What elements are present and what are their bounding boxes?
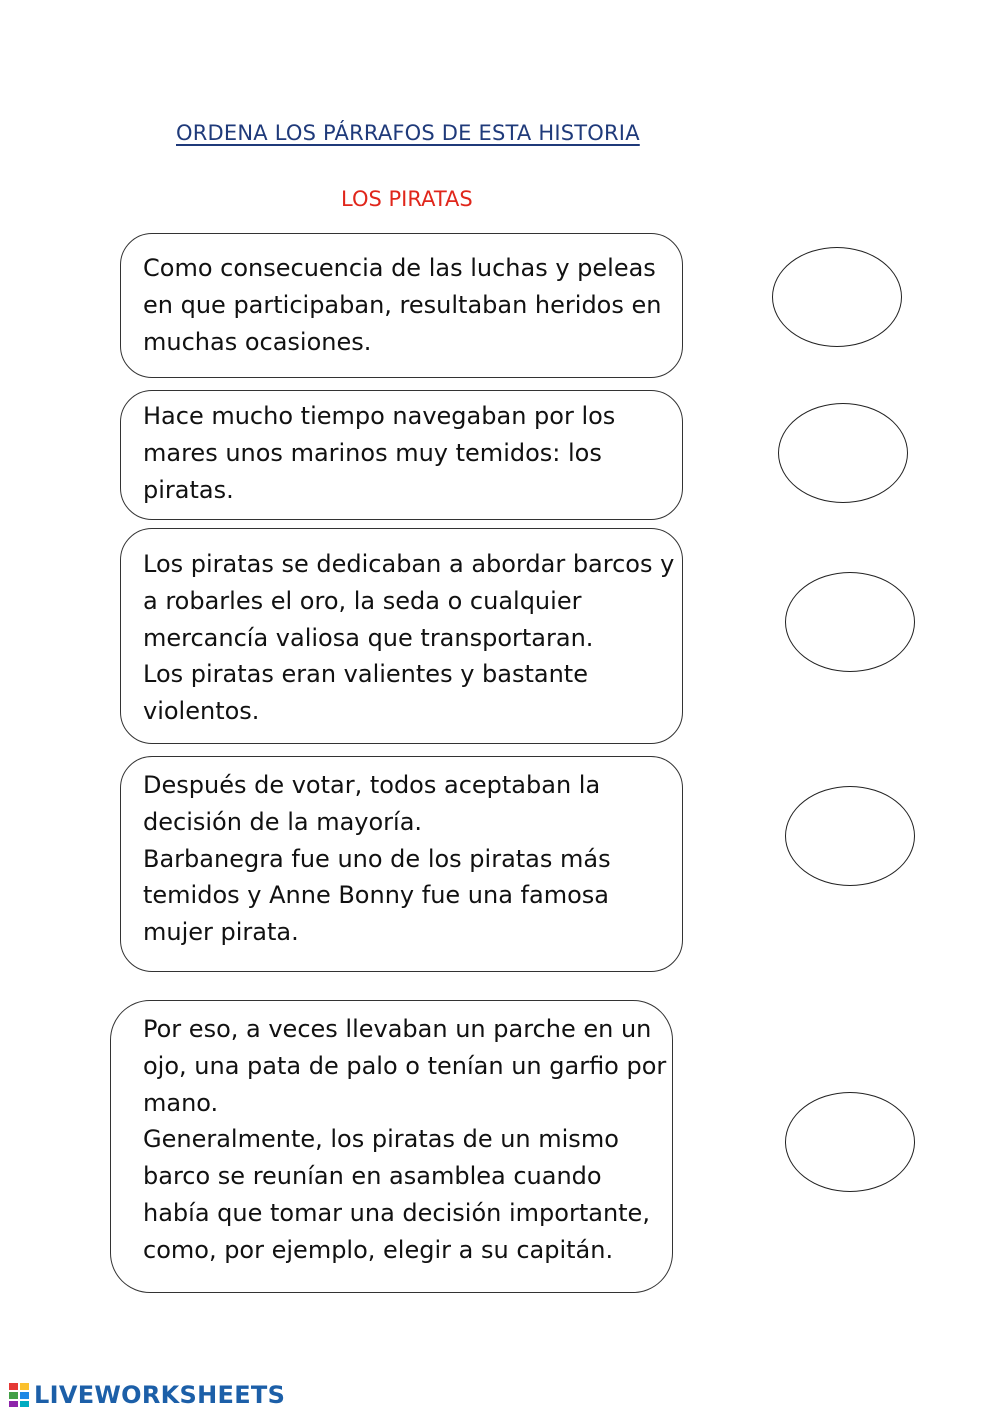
order-answer-oval-3[interactable] (785, 572, 915, 672)
worksheet-title: ORDENA LOS PÁRRAFOS DE ESTA HISTORIA (176, 121, 640, 145)
paragraph-text-3: Los piratas se dedicaban a abordar barcos y a robarles el oro, la seda o cualquier mercancía valiosa que transportaran. Los piratas eran valientes y bastante violentos. (143, 550, 675, 726)
order-answer-oval-1[interactable] (772, 247, 902, 347)
paragraph-text-2: Hace mucho tiempo navegaban por los mares unos marinos muy temidos: los piratas. (143, 402, 616, 504)
paragraph-text-1: Como consecuencia de las luchas y peleas en que participaban, resultaban heridos en muchas ocasiones. (143, 254, 662, 356)
story-title: LOS PIRATAS (341, 187, 473, 211)
order-answer-oval-2[interactable] (778, 403, 908, 503)
order-answer-oval-5[interactable] (785, 1092, 915, 1192)
footer-brand-text: LIVEWORKSHEETS (34, 1381, 286, 1409)
liveworksheets-logo-icon (8, 1382, 30, 1408)
paragraph-text-5: Por eso, a veces llevaban un parche en un ojo, una pata de palo o tenían un garfio por mano. Generalmente, los piratas de un mismo barco se reunían en asamblea cuando había que tomar una decisión importante, como, por ejemplo, elegir a su capitán. (143, 1015, 667, 1264)
order-answer-oval-4[interactable] (785, 786, 915, 886)
footer-brand (8, 1380, 285, 1410)
paragraph-text-4: Después de votar, todos aceptaban la decisión de la mayoría. Barbanegra fue uno de los piratas más temidos y Anne Bonny fue una famosa mujer pirata. (143, 771, 611, 947)
